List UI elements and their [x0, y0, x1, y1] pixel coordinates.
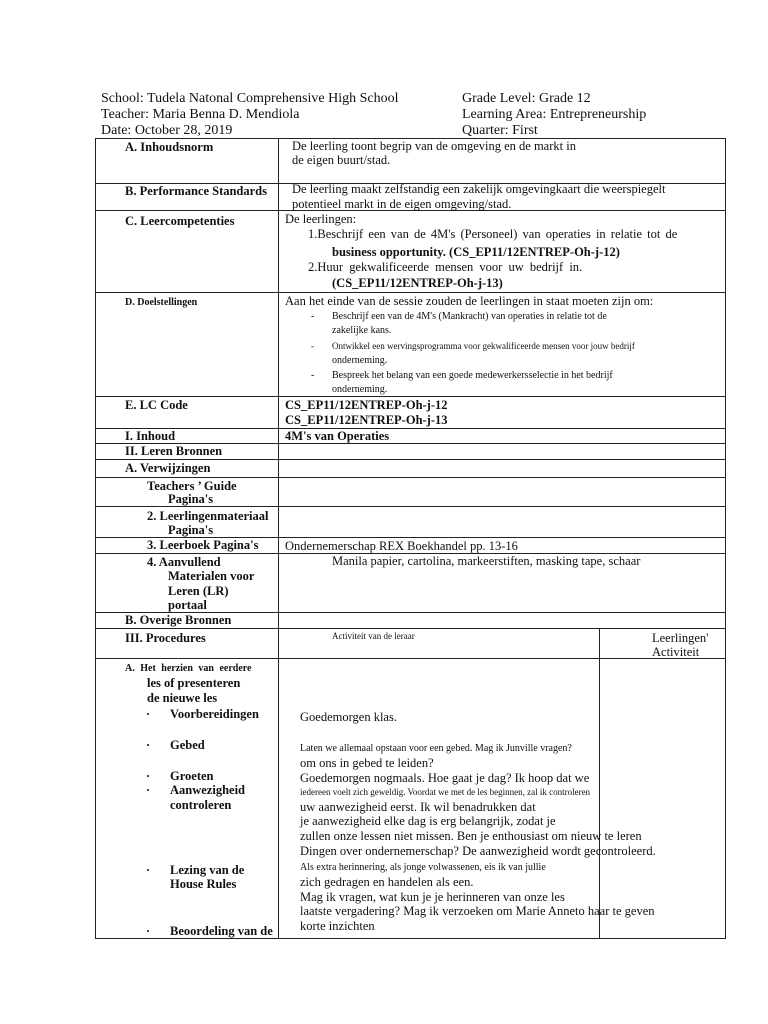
- competency-item: 1.Beschrijf een van de 4M's (Personeel) van operaties in relatie tot de: [308, 227, 678, 241]
- competencies-label: C. Leercompetenties: [125, 214, 235, 228]
- teacher-name: Teacher: Maria Benna D. Mendiola: [101, 107, 300, 122]
- objective-item: - Ontwikkel een wervingsprogramma voor gekwalificeerde mensen voor jouw bedrijf: [332, 339, 635, 354]
- learner-activity-header: Activiteit: [652, 645, 700, 659]
- teachers-guide-label: Teachers ’ Guide: [147, 479, 237, 493]
- teacher-activity-line: laatste vergadering? Mag ik verzoeken om Marie Anneto haar te geven: [300, 904, 655, 918]
- procedure-item: · Gebed: [170, 738, 205, 753]
- performance-standards-label: B. Performance Standards: [125, 184, 267, 198]
- textbook-pages-label: 3. Leerboek Pagina's: [147, 538, 259, 552]
- school-name: School: Tudela Natonal Comprehensive High School: [101, 91, 399, 106]
- content-label: I. Inhoud: [125, 429, 176, 443]
- quarter: Quarter: First: [462, 123, 538, 138]
- procedure-item: · Groeten: [170, 769, 214, 784]
- teacher-activity-line: je aanwezigheid elke dag is erg belangrijk, zodat je: [300, 814, 556, 828]
- objective-item: - Bespreek het belang van een goede medewerkersselectie in het bedrijf: [332, 368, 613, 383]
- teacher-activity-line: Laten we allemaal opstaan voor een gebed. Mag ik Junville vragen?: [300, 743, 572, 754]
- additional-materials-value: Manila papier, cartolina, markeerstiften, masking tape, schaar: [332, 554, 641, 568]
- lc-code-label: E. LC Code: [125, 398, 188, 412]
- additional-materials-label: 4. Aanvullend: [147, 555, 221, 569]
- teacher-activity-line: uw aanwezigheid eerst. Ik wil benadrukken dat: [300, 800, 536, 814]
- objectives-label: D. Doelstellingen: [125, 297, 198, 308]
- teacher-activity-header: Activiteit van de leraar: [332, 631, 415, 641]
- procedure-item: · Beoordeling van de: [170, 924, 273, 939]
- additional-materials-label: Materialen voor: [168, 569, 255, 583]
- teachers-guide-label: Pagina's: [168, 492, 214, 506]
- procedure-item: · Voorbereidingen: [170, 707, 259, 722]
- competency-item: (CS_EP11/12ENTREP-Oh-j-13): [332, 276, 503, 290]
- content-standard-text: de eigen buurt/stad.: [292, 153, 391, 167]
- grade-level: Grade Level: Grade 12: [462, 91, 591, 106]
- procedure-item: controleren: [170, 798, 232, 812]
- performance-standards-text: De leerling maakt zelfstandig een zakelijk omgevingkaart die weerspiegelt: [292, 182, 666, 196]
- references-label: A. Verwijzingen: [125, 461, 211, 475]
- teacher-activity-line: Goedemorgen klas.: [300, 710, 397, 724]
- textbook-pages-value: Ondernemerschap REX Boekhandel pp. 13-16: [285, 539, 518, 553]
- procedure-item: · Lezing van de: [170, 863, 244, 878]
- procedure-item: · Aanwezigheid: [170, 783, 245, 798]
- procedure-step-title: A. Het herzien van eerdere: [125, 663, 252, 674]
- competency-item: business opportunity. (CS_EP11/12ENTREP-Oh-j-12): [332, 245, 620, 259]
- lc-code-value: CS_EP11/12ENTREP-Oh-j-12: [285, 398, 448, 412]
- content-standard-label: A. Inhoudsnorm: [125, 140, 214, 154]
- learning-resources-label: II. Leren Bronnen: [125, 444, 223, 458]
- performance-standards-text: potentieel markt in de eigen omgeving/stad.: [292, 197, 512, 211]
- learner-activity-header: Leerlingen': [652, 631, 709, 645]
- content-value: 4M's van Operaties: [285, 429, 390, 443]
- objectives-intro: Aan het einde van de sessie zouden de leerlingen in staat moeten zijn om:: [285, 294, 654, 308]
- additional-materials-label: Leren (LR): [168, 584, 229, 598]
- other-resources-label: B. Overige Bronnen: [125, 613, 232, 627]
- teacher-activity-line: zich gedragen en handelen als een.: [300, 875, 474, 889]
- objective-item: zakelijke kans.: [332, 325, 392, 336]
- content-standard-text: De leerling toont begrip van de omgeving en de markt in: [292, 139, 576, 153]
- lc-code-value: CS_EP11/12ENTREP-Oh-j-13: [285, 413, 448, 427]
- teacher-activity-line: korte inzichten: [300, 919, 375, 933]
- teacher-activity-line: zullen onze lessen niet missen. Ben je enthousiast om nieuw te leren: [300, 829, 642, 843]
- learner-materials-label: 2. Leerlingenmateriaal: [147, 509, 269, 523]
- procedure-step-title: de nieuwe les: [147, 691, 218, 705]
- teacher-activity-line: om ons in gebed te leiden?: [300, 756, 434, 770]
- procedures-label: III. Procedures: [125, 631, 206, 645]
- teacher-activity-line: Als extra herinnering, als jonge volwassenen, eis ik van jullie: [300, 862, 546, 873]
- additional-materials-label: portaal: [168, 598, 207, 612]
- objective-item: - Beschrijf een van de 4M's (Mankracht) van operaties in relatie tot de: [332, 309, 607, 324]
- teacher-activity-line: Goedemorgen nogmaals. Hoe gaat je dag? Ik hoop dat we: [300, 771, 590, 785]
- procedure-item: House Rules: [170, 877, 237, 891]
- competency-item: 2.Huur gekwalificeerde mensen voor uw bedrijf in.: [308, 260, 583, 274]
- lesson-date: Date: October 28, 2019: [101, 123, 233, 138]
- teacher-activity-line: iedereen voelt zich geweldig. Voordat we met de les beginnen, zal ik controleren: [300, 787, 591, 797]
- learner-materials-label: Pagina's: [168, 523, 214, 537]
- teacher-activity-line: Mag ik vragen, wat kun je je herinneren van onze les: [300, 890, 565, 904]
- objective-item: onderneming.: [332, 384, 388, 395]
- teacher-activity-line: Dingen over ondernemerschap? De aanwezigheid wordt gecontroleerd.: [300, 844, 656, 858]
- objective-item: onderneming.: [332, 355, 388, 366]
- learning-area: Learning Area: Entrepreneurship: [462, 107, 647, 122]
- competencies-intro: De leerlingen:: [285, 212, 357, 226]
- procedure-step-title: les of presenteren: [147, 676, 241, 690]
